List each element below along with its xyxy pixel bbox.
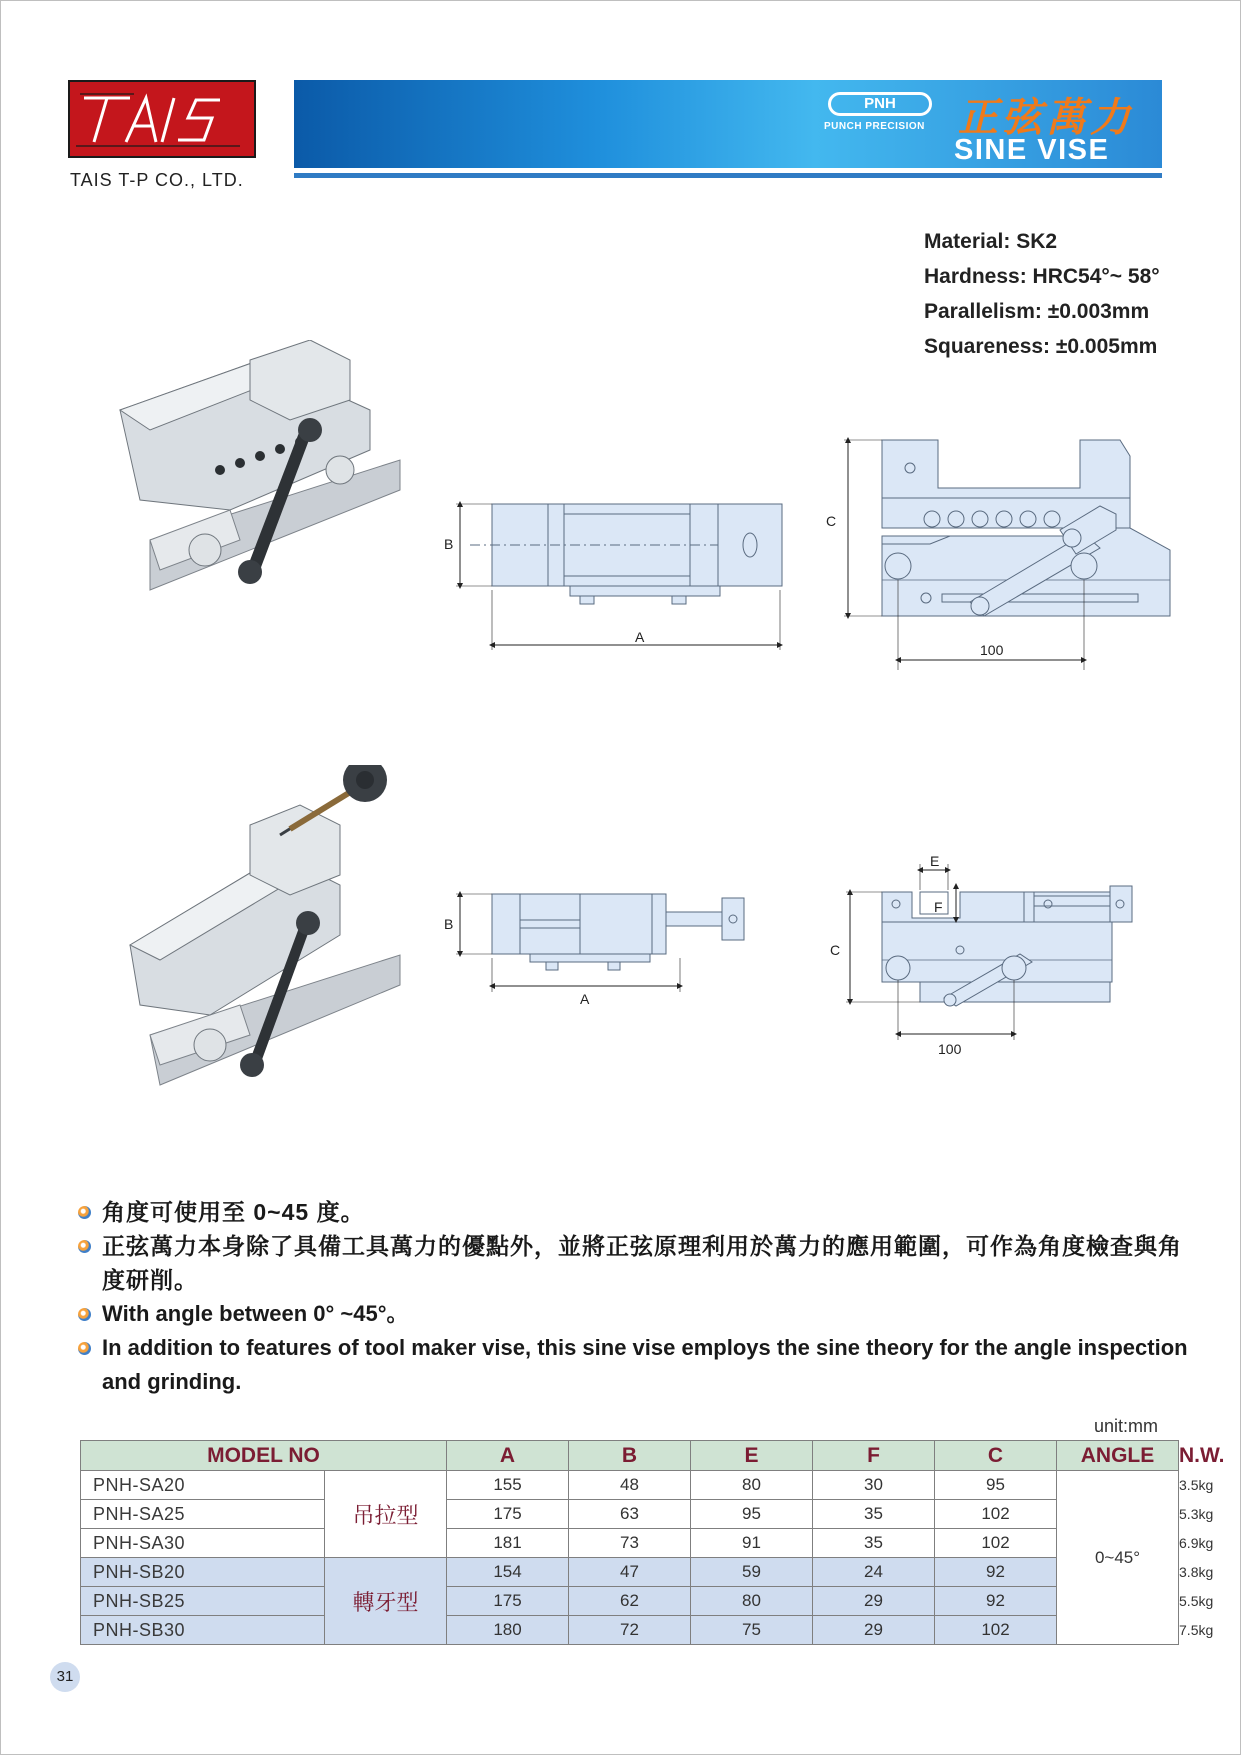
cell-f: 29 [813,1616,935,1645]
bullet-text: In addition to features of tool maker vise, this sine vise employs the sine theory for the angle inspection and grinding. [102,1335,1188,1394]
pnh-brand-badge: PNH [828,92,932,116]
spec-parallelism: Parallelism: ±0.003mm [924,300,1150,323]
col-a: A [447,1441,569,1471]
company-name: TAIS T-P CO., LTD. [70,170,244,190]
table-row: PNH-SA30 181 73 91 35 102 6.9kg [81,1529,1179,1558]
cell-a: 154 [447,1558,569,1587]
cell-b: 48 [569,1471,691,1500]
spec-list [924,224,1160,364]
dim-b2-label: B [444,916,454,932]
spec-squareness: Squareness: ±0.005mm [924,335,1158,358]
cell-a: 175 [447,1587,569,1616]
cell-c: 102 [935,1529,1057,1558]
table-row: PNH-SA20 吊拉型 155 48 80 30 95 0~45° 3.5kg [81,1471,1179,1500]
title-english: SINE VISE [954,134,1110,166]
bullet-dot-icon [78,1342,91,1355]
cell-type-a: 吊拉型 [325,1471,447,1558]
table-header-row: MODEL NO A B E F C ANGLE N.W. [81,1441,1179,1471]
sine-vise-sb-photo [120,765,440,1095]
table-row: PNH-SB30 180 72 75 29 102 7.5kg [81,1616,1179,1645]
col-c: C [935,1441,1057,1471]
bullet-dot-icon [78,1240,91,1253]
sb-side-view-drawing [820,850,1180,1060]
col-f: F [813,1441,935,1471]
banner-underline [294,173,1162,178]
title-chinese: 正弦萬力 [958,96,1134,140]
dim-a2-label: A [580,991,590,1007]
cell-e: 91 [691,1529,813,1558]
cell-e: 75 [691,1616,813,1645]
cell-b: 72 [569,1616,691,1645]
cell-f: 24 [813,1558,935,1587]
dim-b-label: B [444,536,454,552]
dim-f-label: F [934,899,943,915]
bullet-description-zh [78,1229,1188,1297]
cell-model: PNH-SB20 [81,1558,325,1587]
sa-top-view-drawing [440,490,800,660]
cell-a: 181 [447,1529,569,1558]
spec-hardness: Hardness: HRC54°~ 58° [924,265,1160,288]
col-model-no: MODEL NO [81,1441,447,1471]
col-b: B [569,1441,691,1471]
dim-a-label: A [635,629,645,645]
spec-table [80,1440,1225,1645]
dim-100b-label: 100 [938,1041,962,1057]
cell-model: PNH-SA20 [81,1471,325,1500]
cell-a: 175 [447,1500,569,1529]
cell-model: PNH-SA30 [81,1529,325,1558]
sine-vise-sa-photo [110,340,430,610]
bullet-dot-icon [78,1308,91,1321]
cell-c: 102 [935,1500,1057,1529]
cell-f: 35 [813,1500,935,1529]
cell-f: 30 [813,1471,935,1500]
sa-side-view-drawing [820,430,1180,675]
table-row: PNH-SA25 175 63 95 35 102 5.3kg [81,1500,1179,1529]
sb-top-view-drawing [440,880,800,1010]
cell-model: PNH-SA25 [81,1500,325,1529]
bullet-angle-zh [78,1195,1188,1229]
col-e: E [691,1441,813,1471]
cell-a: 155 [447,1471,569,1500]
table-row: PNH-SB25 175 62 80 29 92 5.5kg [81,1587,1179,1616]
cell-f: 29 [813,1587,935,1616]
page-number: 31 [50,1662,80,1692]
col-angle: ANGLE [1057,1441,1179,1471]
bullet-text: 角度可使用至 0~45 度。 [102,1199,365,1225]
cell-b: 62 [569,1587,691,1616]
cell-b: 63 [569,1500,691,1529]
dim-100-label: 100 [980,642,1004,658]
cell-c: 95 [935,1471,1057,1500]
cell-e: 80 [691,1471,813,1500]
logo-lettering-icon [70,82,254,156]
cell-e: 80 [691,1587,813,1616]
pnh-brand-subtitle: PUNCH PRECISION [824,121,925,132]
spec-material: Material: SK2 [924,230,1058,253]
cell-angle: 0~45° [1057,1471,1179,1645]
cell-e: 59 [691,1558,813,1587]
table-row: PNH-SB20 轉牙型 154 47 59 24 92 3.8kg [81,1558,1179,1587]
cell-model: PNH-SB25 [81,1587,325,1616]
cell-c: 92 [935,1587,1057,1616]
cell-e: 95 [691,1500,813,1529]
cell-b: 47 [569,1558,691,1587]
dim-e-label: E [930,853,940,869]
dim-c2-label: C [830,942,841,958]
bullet-dot-icon [78,1206,91,1219]
feature-bullets [78,1195,1188,1399]
cell-model: PNH-SB30 [81,1616,325,1645]
bullet-description-en [78,1331,1188,1399]
bullet-angle-en [78,1297,1188,1331]
cell-type-b: 轉牙型 [325,1558,447,1645]
cell-c: 102 [935,1616,1057,1645]
bullet-text: With angle between 0° ~45°。 [102,1301,409,1326]
cell-a: 180 [447,1616,569,1645]
cell-b: 73 [569,1529,691,1558]
cell-f: 35 [813,1529,935,1558]
dim-c-label: C [826,513,837,529]
tais-logo [68,80,256,158]
unit-label: unit:mm [1094,1416,1159,1436]
cell-c: 92 [935,1558,1057,1587]
bullet-text: 正弦萬力本身除了具備工具萬力的優點外，並將正弦原理利用於萬力的應用範圍，可作為角度檢查與角度研削。 [102,1233,1182,1293]
